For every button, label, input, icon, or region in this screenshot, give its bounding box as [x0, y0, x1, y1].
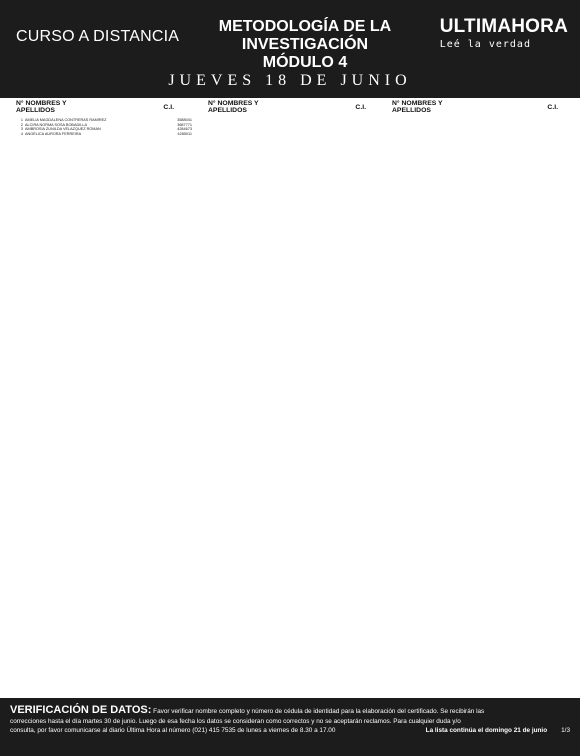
list-page — [0, 98, 580, 698]
list-item: 1 AMELIA MAGDALENA CONTRERAS RAMÍREZ 3588041 — [20, 118, 192, 122]
column-header-2 — [208, 98, 376, 116]
list-column-1 — [16, 118, 200, 137]
column-header-3 — [392, 98, 568, 116]
ci-header: C.I. — [163, 103, 174, 111]
list-item: 2 ALCIRA NORMA SOSA BOBADILLA 3687771 — [20, 122, 192, 127]
logo — [440, 16, 568, 50]
ci-header: C.I. — [547, 103, 558, 111]
logo-tagline: Leé la verdad — [439, 39, 531, 50]
course-label: CURSO A DISTANCIA — [16, 28, 180, 45]
list-item: 3 AMBROSIA ZUNILDA VELAZQUEZ ROMAN 4284673 — [20, 127, 192, 132]
module-title: MÓDULO 4 — [262, 54, 348, 71]
footer — [0, 698, 580, 756]
footer-text-2: correcciones hasta el día martes 30 de junio. Luego de esa fecha los datos se consideran como correctos y no se aceptarán reclamos. Para cualquier duda y/o — [10, 717, 461, 725]
footer-title: VERIFICACIÓN DE DATOS: — [10, 704, 152, 716]
names-header: N° NOMBRES Y APELLIDOS — [208, 100, 259, 114]
date: JUEVES 18 DE JUNIO — [168, 72, 412, 89]
logo-name: ULTIMAHORA — [439, 16, 568, 37]
footer-text-3: consulta, por favor comunicarse al diario Última Hora al número (021) 415 7535 de lunes a viernes de 8.30 a 17.00 — [10, 727, 336, 735]
names-header: N° NOMBRES Y APELLIDOS — [16, 100, 67, 114]
list-item: 4 ANGÉLICA AURORA FERREIRA 4285011 — [20, 132, 192, 137]
header — [0, 0, 580, 98]
page-number: 1/3 — [561, 727, 570, 735]
page-title: METODOLOGÍA DE LA INVESTIGACIÓN — [218, 18, 392, 53]
continues-note: La lista continúa el domingo 21 de junio — [425, 727, 548, 735]
names-header: N° NOMBRES Y APELLIDOS — [392, 100, 443, 114]
column-header-1 — [16, 98, 184, 116]
footer-text-1: Favor verificar nombre completo y número de cédula de identidad para la elaboración del certificado. Se recibirán las — [153, 708, 485, 715]
ci-header: C.I. — [355, 103, 366, 111]
title-block — [165, 18, 445, 72]
